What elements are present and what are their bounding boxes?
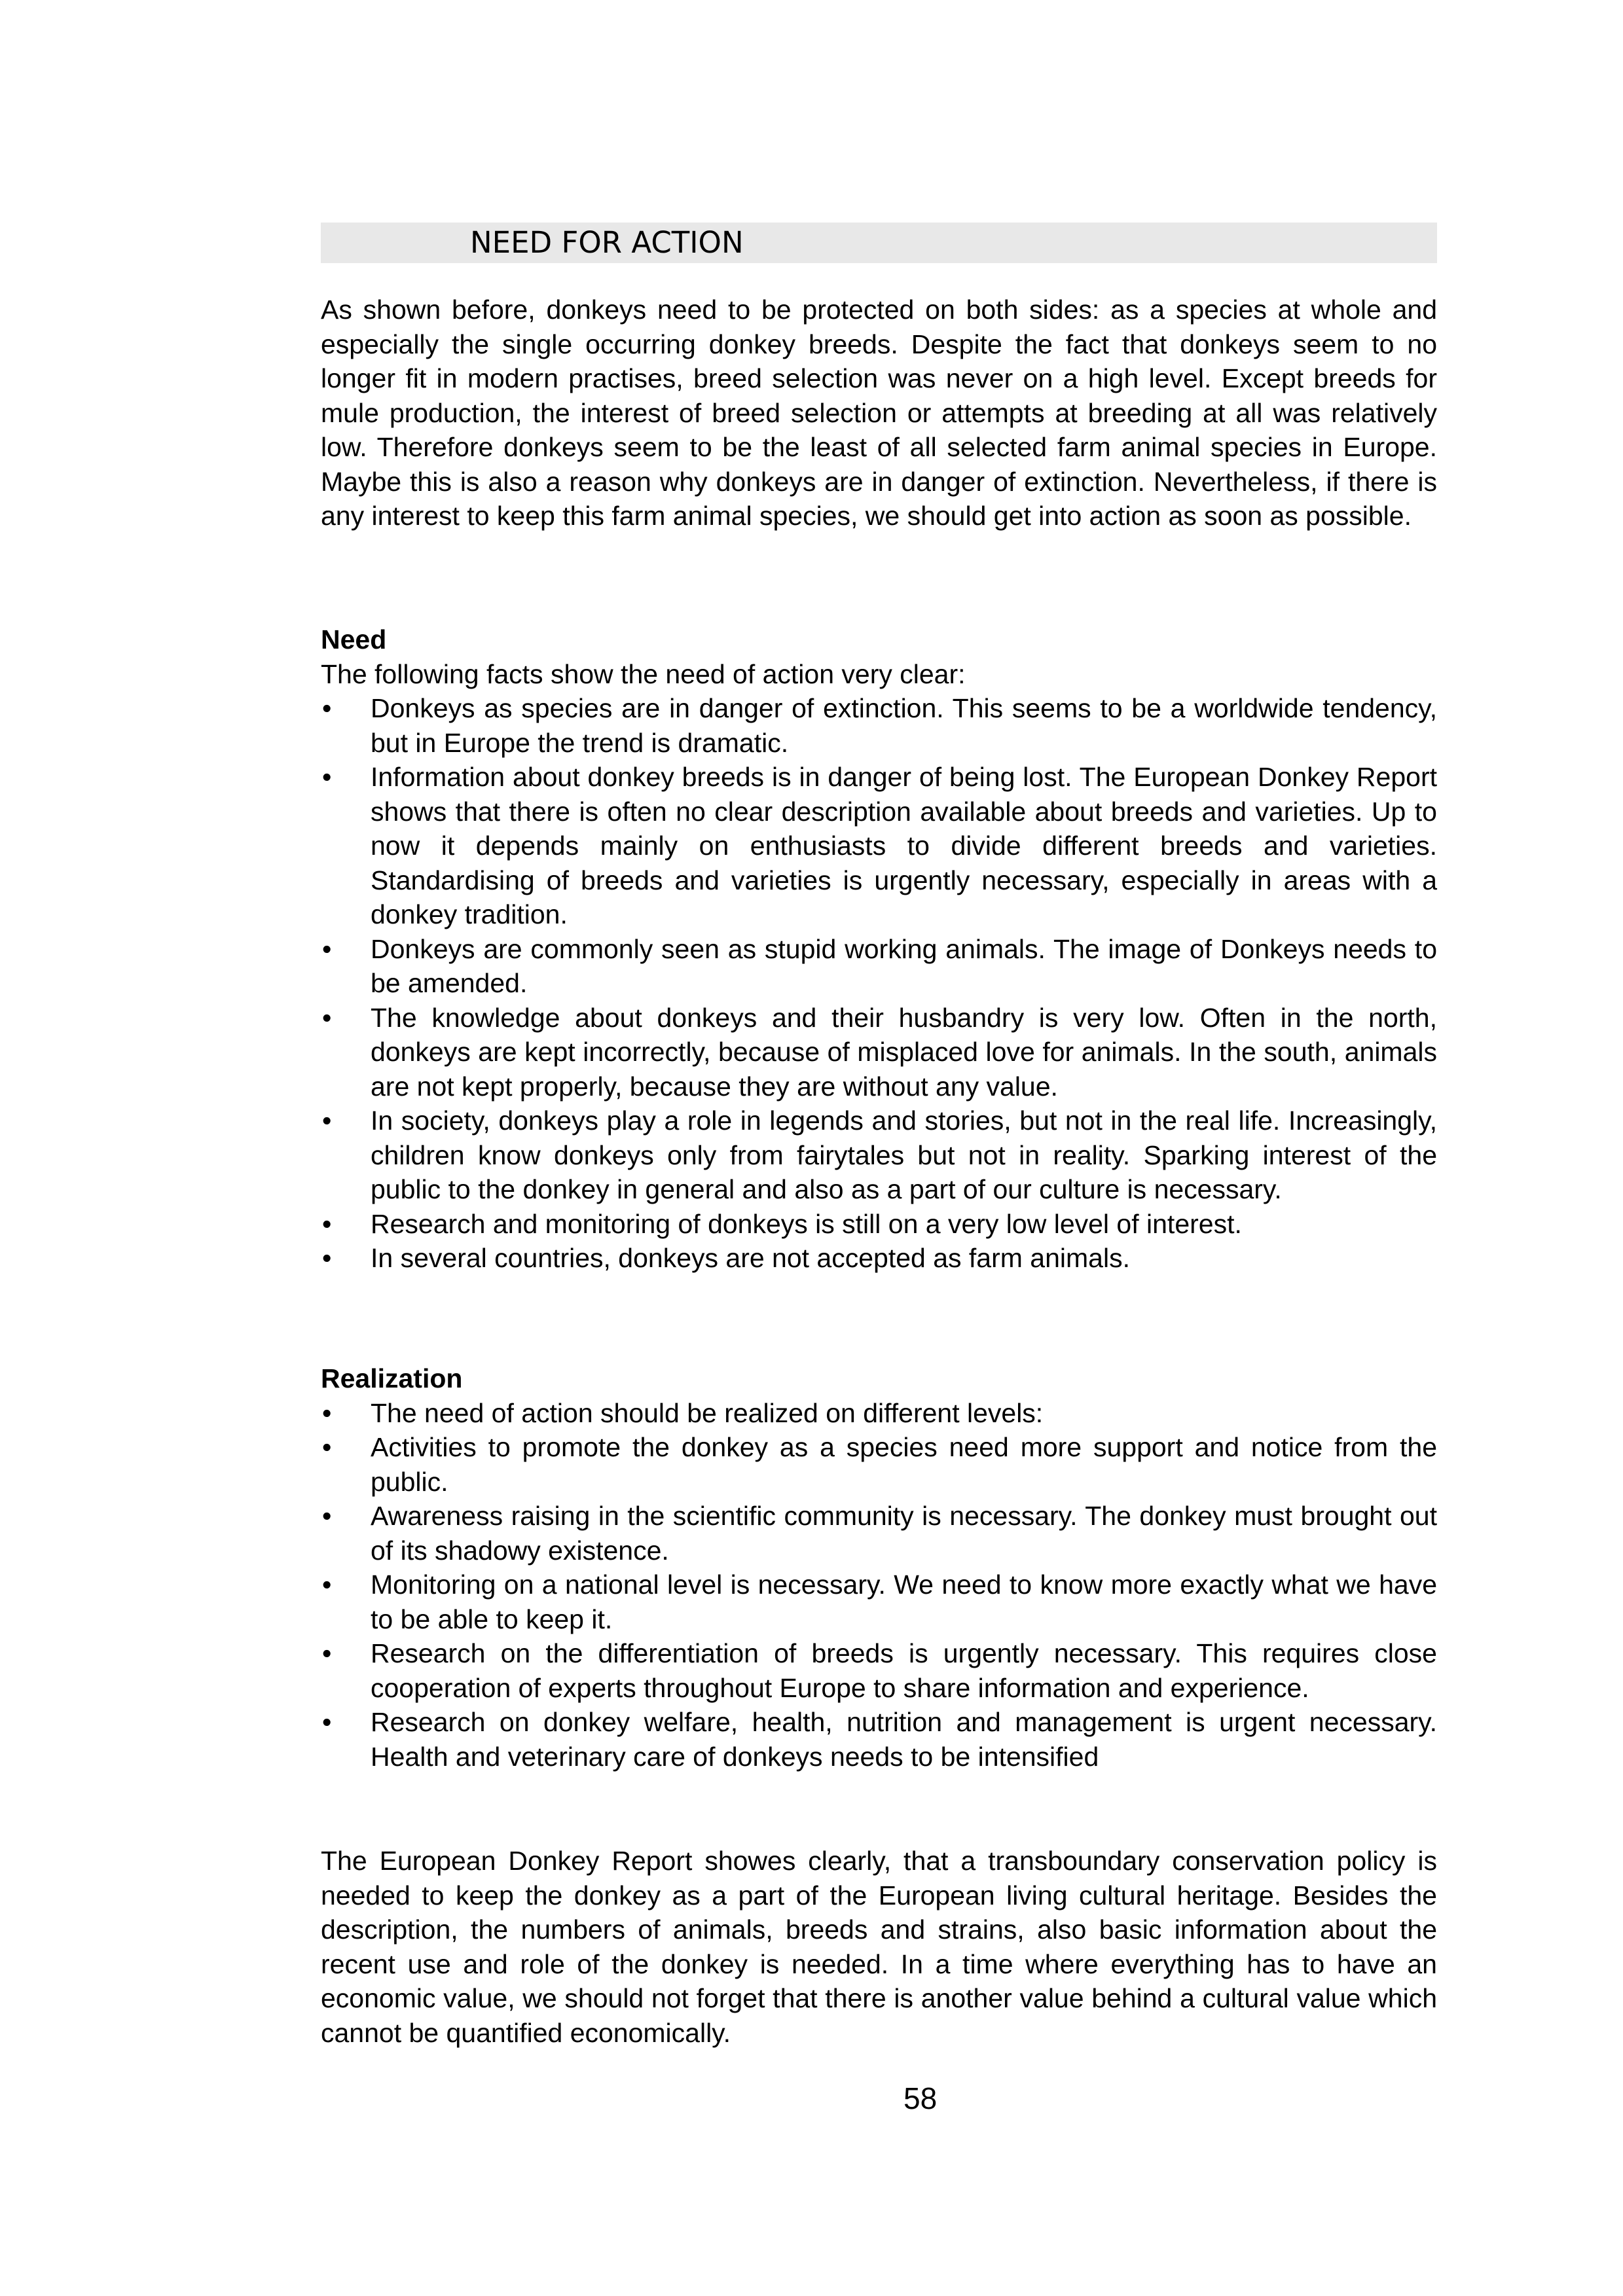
realization-item-text: Activities to promote the donkey as a species need more support and notice from the public.	[371, 1432, 1437, 1497]
conclusion-section	[321, 1844, 1437, 2050]
realization-list-item	[321, 1499, 1437, 1568]
realization-title: Realization	[321, 1363, 463, 1393]
realization-item-text: Research on the differentiation of breeds is urgently necessary. This requires close cooperation of experts throughout Europe to share information and experience.	[371, 1638, 1437, 1703]
bullet-icon: •	[322, 1002, 332, 1033]
need-item-text: In society, donkeys play a role in legends and stories, but not in the real life. Increasingly, children know donkeys only from fairytales but not in reality. Sparking interest of the public to the donkey in general and also as a part of our culture is necessary.	[371, 1105, 1437, 1204]
need-list-item	[321, 932, 1437, 1001]
need-list	[321, 691, 1437, 1276]
realization-list-item	[321, 1636, 1437, 1705]
realization-section	[321, 1361, 1437, 1774]
realization-item-text: Monitoring on a national level is necessary. We need to know more exactly what we have to be able to keep it.	[371, 1570, 1437, 1634]
section-heading-bar	[321, 223, 1437, 263]
need-title: Need	[321, 624, 387, 655]
section-heading: NEED FOR ACTION	[470, 225, 744, 260]
need-lead: The following facts show the need of action very clear:	[321, 658, 966, 689]
need-section	[321, 622, 1437, 1276]
need-item-text: Information about donkey breeds is in danger of being lost. The European Donkey Report shows that there is often no clear description available about breeds and varieties. Up to now it depends mainly on enthusiasts to divide different breeds and varieties. Standardising of breeds and varieties is urgently necessary, especially in areas with a donkey tradition.	[371, 762, 1437, 929]
bullet-icon: •	[322, 1243, 332, 1273]
need-list-item	[321, 1207, 1437, 1242]
need-item-text: In several countries, donkeys are not accepted as farm animals.	[371, 1243, 1130, 1273]
realization-list-item	[321, 1396, 1437, 1431]
bullet-icon: •	[322, 693, 332, 723]
need-item-text: The knowledge about donkeys and their husbandry is very low. Often in the north, donkeys are kept incorrectly, because of misplaced love for animals. In the south, animals are not kept properly, because they are without any value.	[371, 1002, 1437, 1102]
need-item-text: Research and monitoring of donkeys is still on a very low level of interest.	[371, 1208, 1242, 1239]
realization-list-item	[321, 1705, 1437, 1774]
need-list-item	[321, 760, 1437, 932]
bullet-icon: •	[322, 933, 332, 964]
realization-list-item	[321, 1568, 1437, 1636]
bullet-icon: •	[322, 1397, 332, 1428]
bullet-icon: •	[322, 1570, 332, 1600]
intro-paragraph: As shown before, donkeys need to be protected on both sides: as a species at whole and especially the single occurring donkey breeds. Despite the fact that donkeys seem to no longer fit in modern practises, breed selection was never on a high level. Except breeds for mule production, the interest of breed selection or attempts at breeding at all was relatively low. Therefore donkeys seem to be the least of all selected farm animal species in Europe. Maybe this is also a reason why donkeys are in danger of extinction. Nevertheless, if there is any interest to keep this farm animal species, we should get into action as soon as possible.	[321, 295, 1437, 531]
realization-list	[321, 1396, 1437, 1774]
need-list-item	[321, 691, 1437, 760]
realization-item-text: The need of action should be realized on different levels:	[371, 1397, 1044, 1428]
page-number: 58	[903, 2081, 938, 2115]
bullet-icon: •	[322, 1105, 332, 1136]
realization-item-text: Awareness raising in the scientific community is necessary. The donkey must brought out of its shadowy existence.	[371, 1501, 1437, 1566]
need-list-item	[321, 1241, 1437, 1276]
need-item-text: Donkeys as species are in danger of extinction. This seems to be a worldwide tendency, but in Europe the trend is dramatic.	[371, 693, 1437, 758]
realization-list-item	[321, 1430, 1437, 1499]
bullet-icon: •	[322, 762, 332, 792]
conclusion-paragraph: The European Donkey Report showes clearly, that a transboundary conservation policy is needed to keep the donkey as a part of the European living cultural heritage. Besides the description, the numbers of animals, breeds and strains, also basic information about the recent use and role of the donkey is needed. In a time where everything has to have an economic value, we should not forget that there is another value behind a cultural value which cannot be quantified economically.	[321, 1846, 1437, 2048]
need-list-item	[321, 1103, 1437, 1207]
intro-section	[321, 293, 1437, 533]
need-list-item	[321, 1001, 1437, 1104]
bullet-icon: •	[322, 1707, 332, 1737]
need-item-text: Donkeys are commonly seen as stupid working animals. The image of Donkeys needs to be amended.	[371, 933, 1437, 998]
bullet-icon: •	[322, 1638, 332, 1668]
bullet-icon: •	[322, 1432, 332, 1462]
bullet-icon: •	[322, 1208, 332, 1239]
bullet-icon: •	[322, 1501, 332, 1531]
realization-item-text: Research on donkey welfare, health, nutrition and management is urgent necessary. Health and veterinary care of donkeys needs to be intensified	[371, 1707, 1437, 1772]
